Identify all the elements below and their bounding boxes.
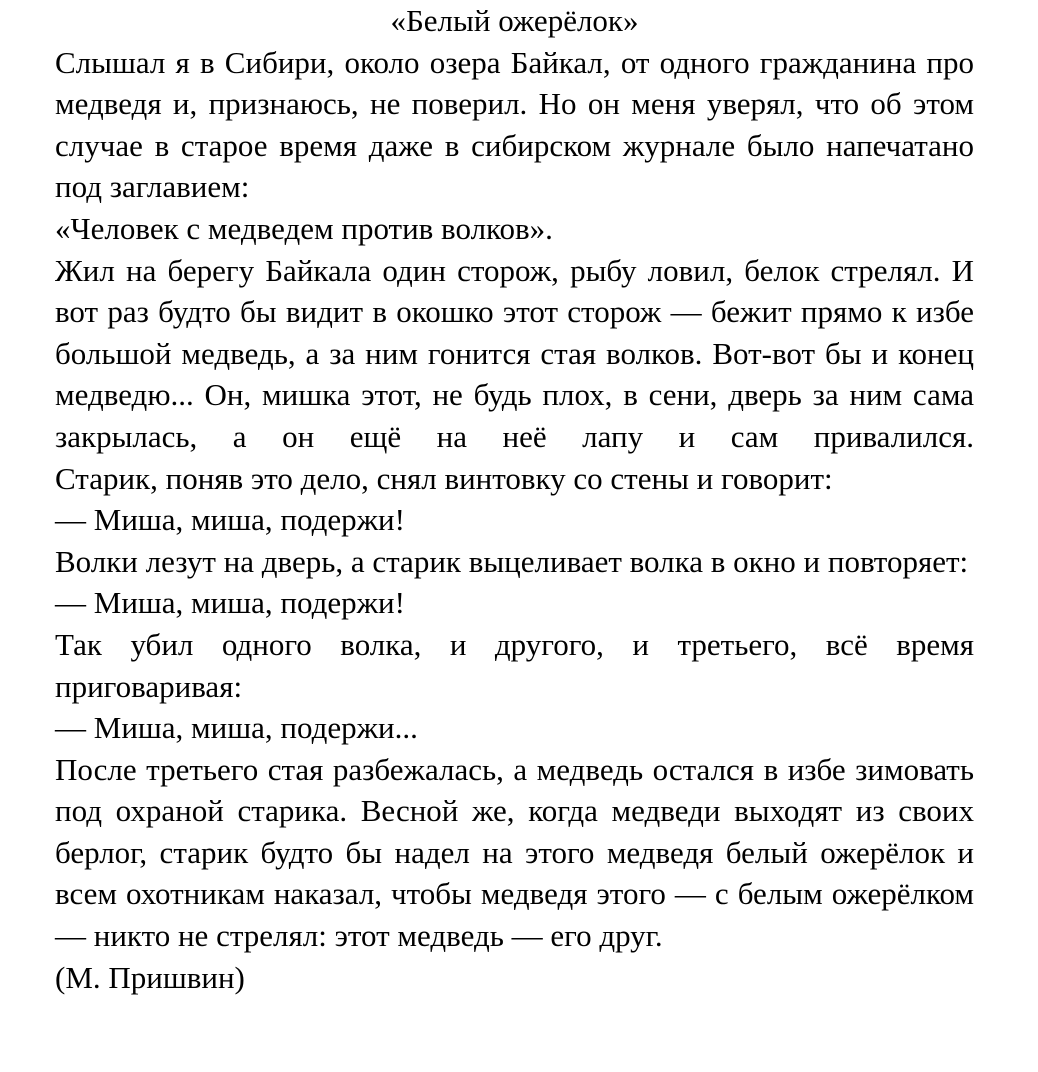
dialogue-line-3: — Миша, миша, подержи... [55,710,418,746]
author-attribution: (М. Пришвин) [55,959,245,995]
dialogue-line-1: — Миша, миша, подержи! [55,502,405,538]
document-page [55,0,974,998]
story-title: «Белый ожерёлок» [390,3,639,38]
paragraph-old-man: Старик, поняв это дело, снял винтовку со стены и говорит: [55,460,833,496]
paragraph-intro: Слышал я в Сибири, около озера Байкал, от одного гражданина про медведя и, признаюсь, не поверил. Но он меня уверял, что об этом случае в старое время даже в сибирском журнале было напечатано под заглавием: [55,44,974,205]
paragraph-wolves: Волки лезут на дверь, а старик выцеливает волка в окно и повторяет: [55,543,969,579]
paragraph-journal-title: «Человек с медведем против волков». [55,210,553,246]
paragraph-ending: После третьего стая разбежалась, а медведь остался в избе зимовать под охраной старика. Весной же, когда медведи выходят из своих берлог, старик будто бы надел на этого медведя белый ожерёлок и всем охотникам наказал, чтобы медведя этого — с белым ожерёлком — никто не стрелял: этот медведь — его друг. [55,751,974,954]
paragraph-story: Жил на берегу Байкала один сторож, рыбу ловил, белок стрелял. И вот раз будто бы видит в окошко этот сторож — бежит прямо к избе большой медведь, а за ним гонится стая волков. Вот-вот бы и конец медведю... Он, мишка этот, не будь плох, в сени, дверь за ним сама закрылась, а он ещё на неё лапу и сам привалился. [55,252,974,454]
dialogue-line-2: — Миша, миша, подержи! [55,585,405,621]
paragraph-killed: Так убил одного волка, и другого, и третьего, всё время приговаривая: [55,626,974,704]
